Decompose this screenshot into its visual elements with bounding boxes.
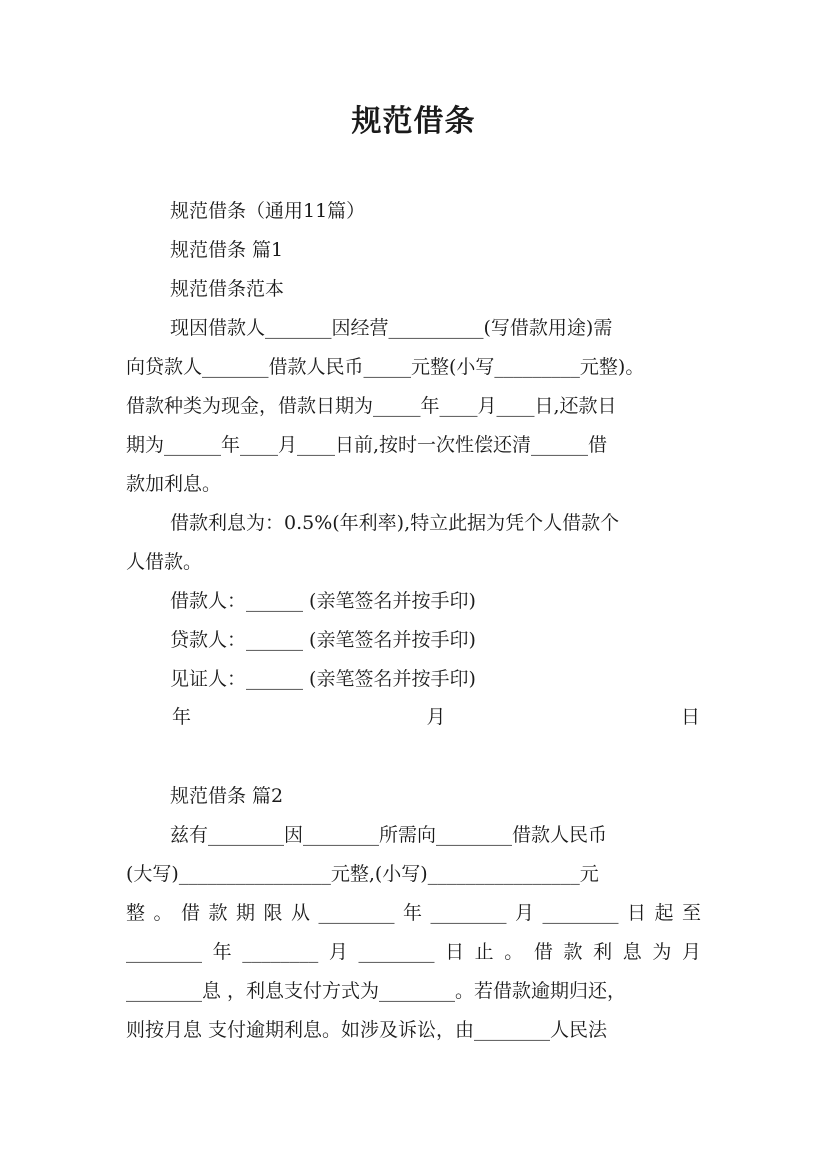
section1-body-line: 现因借款人_______因经营__________(写借款用途)需 — [170, 317, 613, 339]
section1-interest-line: 人借款。 — [126, 551, 203, 573]
document-subtitle: 规范借条（通用11篇） — [170, 200, 366, 222]
section1-body-line: 向贷款人_______借款人民币_____元整(小写_________元整)。 — [126, 356, 645, 378]
date-year-label: 年 — [172, 706, 192, 728]
section2-body-line: 整。借款期限从________年________月________日起至 — [126, 902, 701, 924]
witness-signature-line: 见证人：______ (亲笔签名并按手印) — [170, 668, 476, 690]
section1-body-line: 借款种类为现金，借款日期为_____年____月____日,还款日 — [126, 395, 617, 417]
section1-body-line: 期为______年____月____日前,按时一次性偿还清______借 — [126, 434, 608, 456]
section2-body-line: ________年________月________日止。借款利息为月 — [126, 941, 701, 963]
lender-signature-line: 贷款人：______ (亲笔签名并按手印) — [170, 629, 476, 651]
borrower-signature-line: 借款人：______ (亲笔签名并按手印) — [170, 590, 476, 612]
date-day-label: 日 — [680, 706, 700, 728]
section2-body-line: 则按月息 支付逾期利息。如涉及诉讼，由________人民法 — [126, 1019, 608, 1041]
section2-body-line: ________息 ，利息支付方式为________。若借款逾期归还， — [126, 980, 627, 1002]
section1-template-name: 规范借条范本 — [170, 278, 285, 300]
section2-body-line: (大写)________________元整,(小写)________________元 — [126, 863, 599, 885]
section2-body-line: 兹有________因________所需向________借款人民币 — [170, 824, 608, 846]
section1-interest-line: 借款利息为：0.5%(年利率),特立此据为凭个人借款个 — [170, 512, 620, 534]
document-title: 规范借条 — [351, 104, 476, 139]
section1-heading: 规范借条 篇1 — [170, 239, 284, 261]
date-month-label: 月 — [426, 706, 446, 728]
section2-heading: 规范借条 篇2 — [170, 785, 284, 807]
date-line — [172, 704, 700, 730]
section1-body-line: 款加利息。 — [126, 473, 222, 495]
